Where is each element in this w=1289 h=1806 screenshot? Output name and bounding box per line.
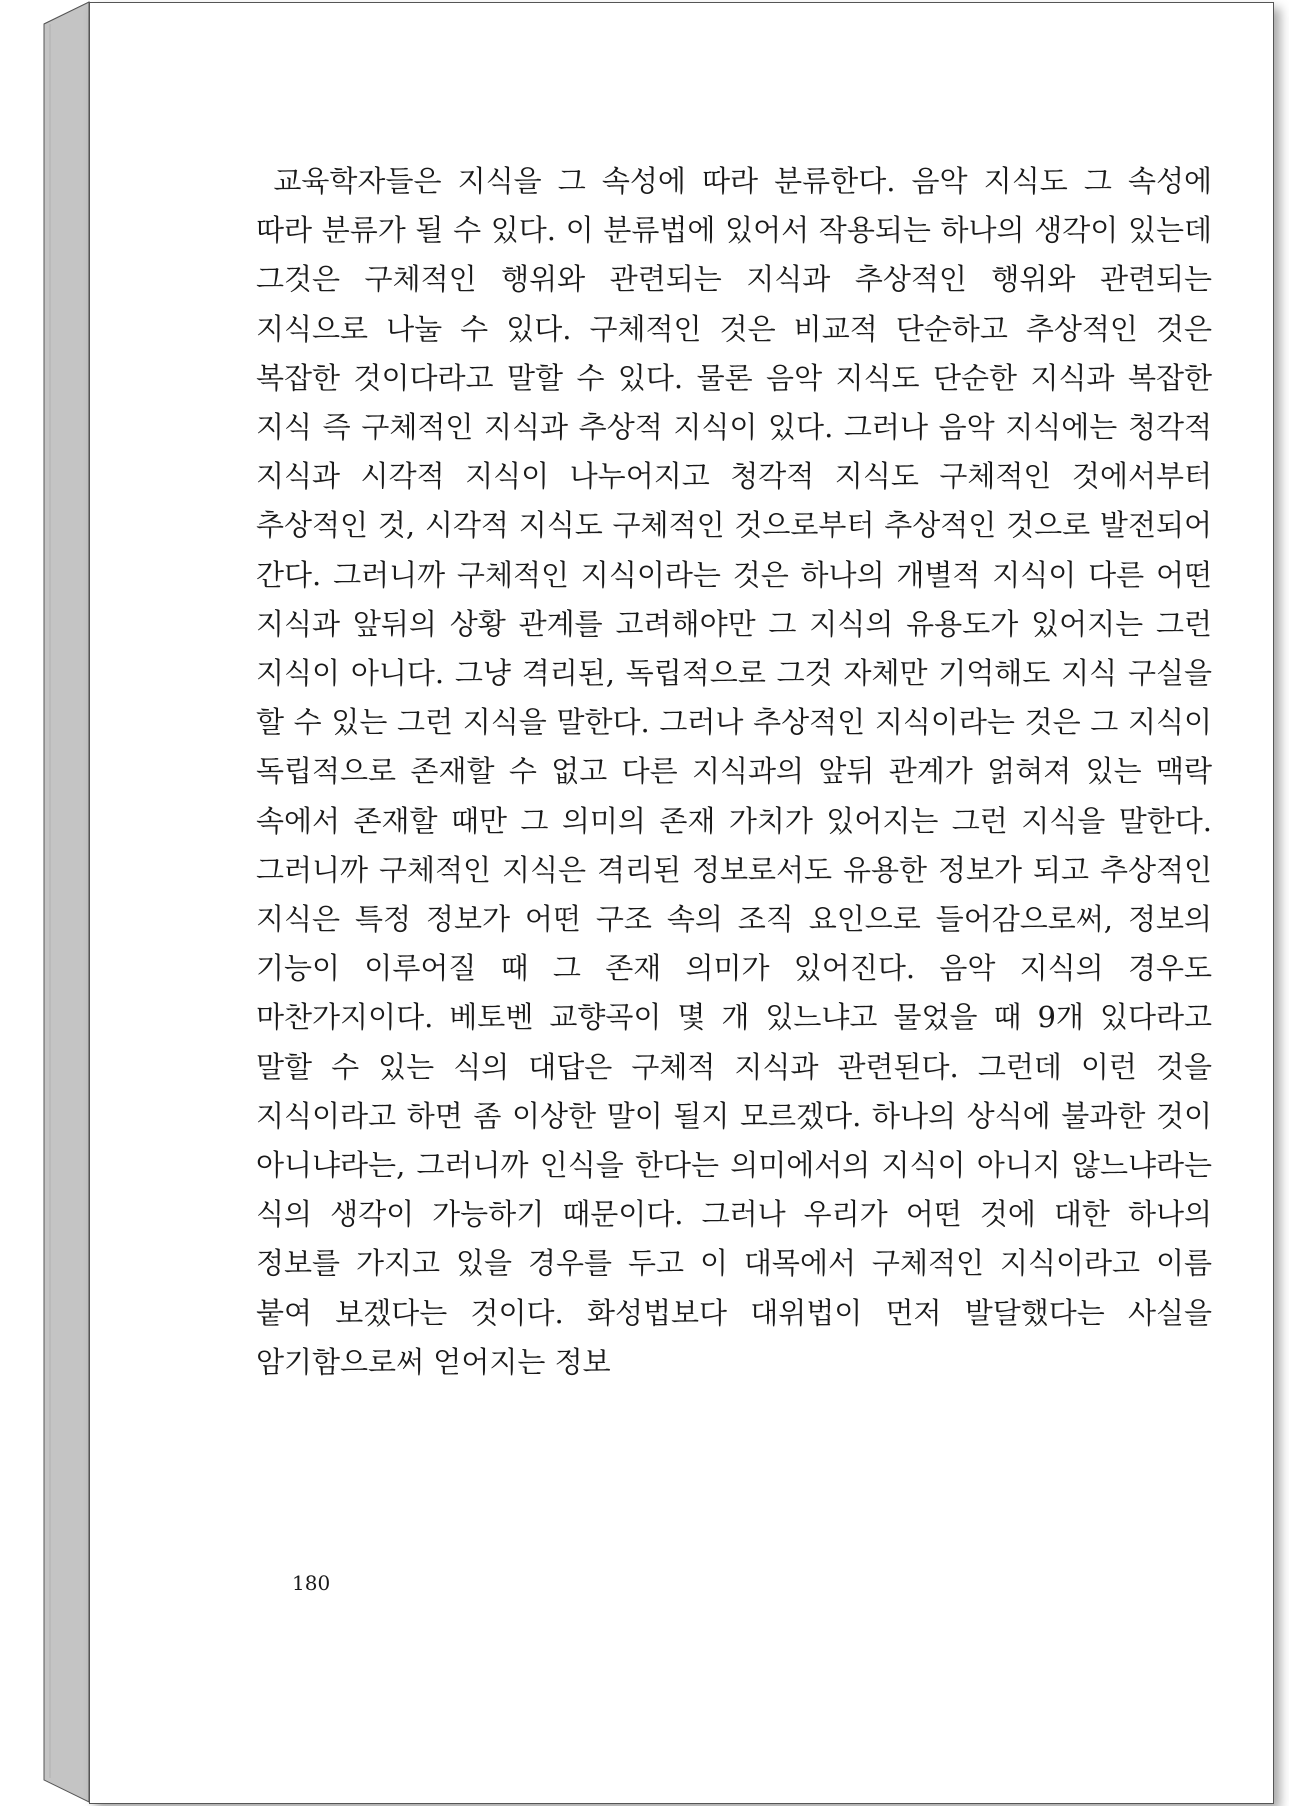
- book-spine: [0, 0, 100, 1806]
- page-number: 180: [292, 1571, 331, 1595]
- book-page: [89, 2, 1274, 1804]
- book-spine-side: [44, 2, 89, 1802]
- body-paragraph: 교육학자들은 지식을 그 속성에 따라 분류한다. 음악 지식도 그 속성에 따라 분류가 될 수 있다. 이 분류법에 있어서 작용되는 하나의 생각이 있는데 그것은 구체적인 행위와 관련되는 지식과 추상적인 행위와 관련되는 지식으로 나눌 수 있다. 구체적인 것은 비교적 단순하고 추상적인 것은 복잡한 것이다라고 말할 수 있다. 물론 음악 지식도 단순한 지식과 복잡한 지식 즉 구체적인 지식과 추상적 지식이 있다. 그러나 음악 지식에는 청각적 지식과 시각적 지식이 나누어지고 청각적 지식도 구체적인 것에서부터 추상적인 것, 시각적 지식도 구체적인 것으로부터 추상적인 것으로 발전되어 간다. 그러니까 구체적인 지식이라는 것은 하나의 개별적 지식이 다른 어떤 지식과 앞뒤의 상황 관계를 고려해야만 그 지식의 유용도가 있어지는 그런 지식이 아니다. 그냥 격리된, 독립적으로 그것 자체만 기억해도 지식 구실을 할 수 있는 그런 지식을 말한다. 그러나 추상적인 지식이라는 것은 그 지식이 독립적으로 존재할 수 없고 다른 지식과의 앞뒤 관계가 얽혀져 있는 맥락 속에서 존재할 때만 그 의미의 존재 가치가 있어지는 그런 지식을 말한다. 그러니까 구체적인 지식은 격리된 정보로서도 유용한 정보가 되고 추상적인 지식은 특정 정보가 어떤 구조 속의 조직 요인으로 들어감으로써, 정보의 기능이 이루어질 때 그 존재 의미가 있어진다. 음악 지식의 경우도 마찬가지이다. 베토벤 교향곡이 몇 개 있느냐고 물었을 때 9개 있다라고 말할 수 있는 식의 대답은 구체적 지식과 관련된다. 그런데 이런 것을 지식이라고 하면 좀 이상한 말이 될지 모르겠다. 하나의 상식에 불과한 것이 아니냐라는, 그러니까 인식을 한다는 의미에서의 지식이 아니지 않느냐라는 식의 생각이 가능하기 때문이다. 그러나 우리가 어떤 것에 대한 하나의 정보를 가지고 있을 경우를 두고 이 대목에서 구체적인 지식이라고 이름 붙여 보겠다는 것이다. 화성법보다 대위법이 먼저 발달했다는 사실을 암기함으로써 얻어지는 정보: [256, 164, 1212, 1379]
